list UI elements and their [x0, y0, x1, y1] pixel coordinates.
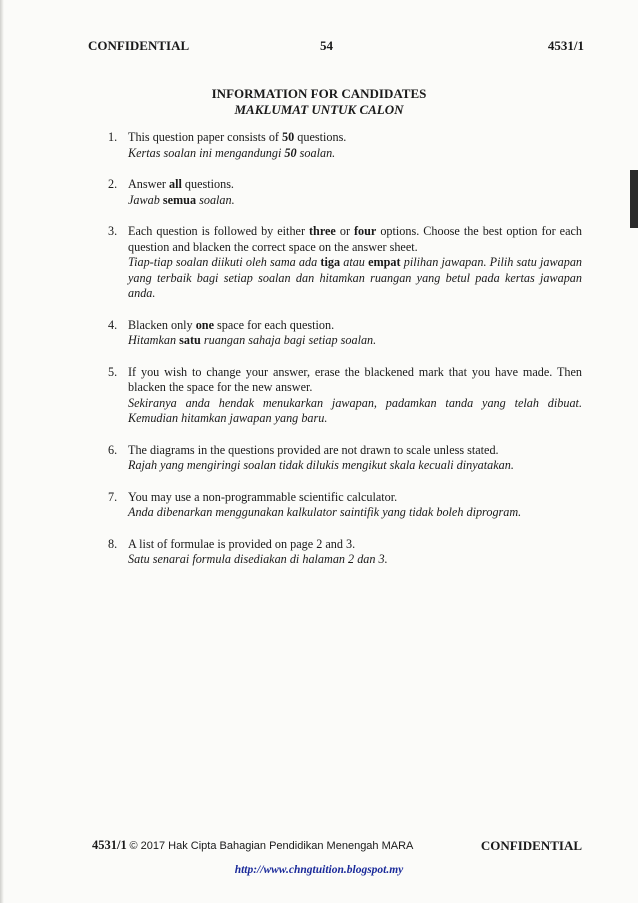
emphasis: 50 — [282, 130, 295, 144]
page-edge-shadow — [0, 0, 4, 903]
emphasis: satu — [179, 333, 201, 347]
text: Each question is followed by either — [128, 224, 309, 238]
text: atau — [340, 255, 369, 269]
item-english: You may use a non-programmable scientific calculator. — [128, 489, 398, 504]
emphasis: four — [354, 224, 377, 238]
source-url-link[interactable]: http://www.chngtuition.blogspot.my — [234, 864, 404, 876]
text: soalan. — [196, 192, 235, 207]
text: Tiap-tiap soalan diikuti oleh sama ada — [128, 255, 321, 269]
item-number: 6. — [108, 442, 118, 457]
instruction-item-1 — [108, 130, 582, 161]
item-malay: Satu senarai formula disediakan di halaman 2 dan 3. — [128, 552, 388, 566]
text: questions. — [181, 177, 234, 191]
text: Kertas soalan ini mengandungi — [128, 145, 285, 160]
text: questions. — [294, 130, 347, 144]
item-number: 1. — [108, 130, 118, 144]
text: Answer — [128, 177, 169, 191]
text: options. Choose the best option for each question and blacken the correct space on the answer sheet. — [128, 224, 582, 254]
item-malay — [128, 193, 582, 209]
header-paper-code: 4531/1 — [547, 38, 584, 53]
page-footer — [92, 838, 582, 856]
item-english — [128, 177, 582, 193]
page-header — [88, 38, 584, 56]
text: soalan. — [296, 145, 336, 160]
text: or — [335, 224, 354, 238]
emphasis: semua — [162, 192, 197, 207]
item-english: A list of formulae is provided on page 2 and 3. — [128, 536, 356, 551]
emphasis: empat — [368, 255, 401, 269]
instruction-item-3 — [108, 224, 582, 302]
emphasis: three — [309, 224, 336, 238]
emphasis: 50 — [284, 145, 297, 160]
footer-copyright — [92, 838, 413, 853]
item-malay: Anda dibenarkan menggunakan kalkulator saintifik yang tidak boleh diprogram. — [128, 505, 522, 519]
instruction-item-7 — [108, 490, 582, 521]
instruction-item-6 — [108, 443, 582, 474]
item-english: If you wish to change your answer, erase the blackened mark that you have made. Then blacken the space for the new answer. — [128, 364, 582, 394]
item-malay: Rajah yang mengiringi soalan tidak dilukis mengikut skala kecuali dinyatakan. — [128, 458, 514, 472]
item-malay — [128, 333, 582, 349]
item-number: 2. — [108, 177, 118, 191]
item-english — [128, 224, 582, 255]
footer-confidential: CONFIDENTIAL — [480, 838, 582, 853]
item-number: 8. — [108, 536, 118, 551]
item-number: 7. — [108, 489, 118, 504]
scan-edge-mark — [630, 170, 638, 228]
item-english — [128, 130, 582, 146]
instruction-item-8 — [108, 537, 582, 568]
item-english — [128, 318, 582, 334]
text: Blacken only — [128, 317, 196, 332]
item-number: 4. — [108, 317, 118, 332]
emphasis: all — [168, 177, 182, 191]
header-page-number: 54 — [320, 38, 333, 53]
text: Hitamkan — [128, 333, 180, 347]
page-subtitle: MAKLUMAT UNTUK CALON — [234, 102, 404, 117]
item-number: 3. — [108, 224, 118, 238]
item-english: The diagrams in the questions provided are not drawn to scale unless stated. — [128, 442, 499, 457]
item-malay — [128, 255, 582, 302]
header-confidential: CONFIDENTIAL — [88, 38, 190, 53]
text: Jawab — [128, 192, 163, 207]
item-number: 5. — [108, 364, 118, 379]
item-malay: Sekiranya anda hendak menukarkan jawapan, padamkan tanda yang telah dibuat. Kemudian hitamkan jawapan yang baru. — [128, 395, 582, 425]
text: space for each question. — [213, 317, 335, 332]
instruction-item-4 — [108, 318, 582, 349]
page-title: INFORMATION FOR CANDIDATES — [211, 86, 427, 101]
text: ruangan sahaja bagi setiap soalan. — [200, 333, 377, 347]
instruction-item-2 — [108, 177, 582, 208]
footer-copyright-text: © 2017 Hak Cipta Bahagian Pendidikan Menengah MARA — [129, 840, 414, 852]
emphasis: tiga — [320, 255, 341, 269]
footer-paper-code: 4531/1 — [92, 838, 127, 852]
instruction-list — [108, 130, 582, 584]
instruction-item-5 — [108, 365, 582, 427]
emphasis: one — [195, 317, 214, 332]
text: pilihan jawapan. Pilih satu jawapan yang terbaik bagi setiap soalan dan hitamkan ruangan yang betul pada kertas jawapan anda. — [128, 255, 583, 300]
text: This question paper consists of — [128, 130, 283, 144]
item-malay — [128, 146, 582, 162]
